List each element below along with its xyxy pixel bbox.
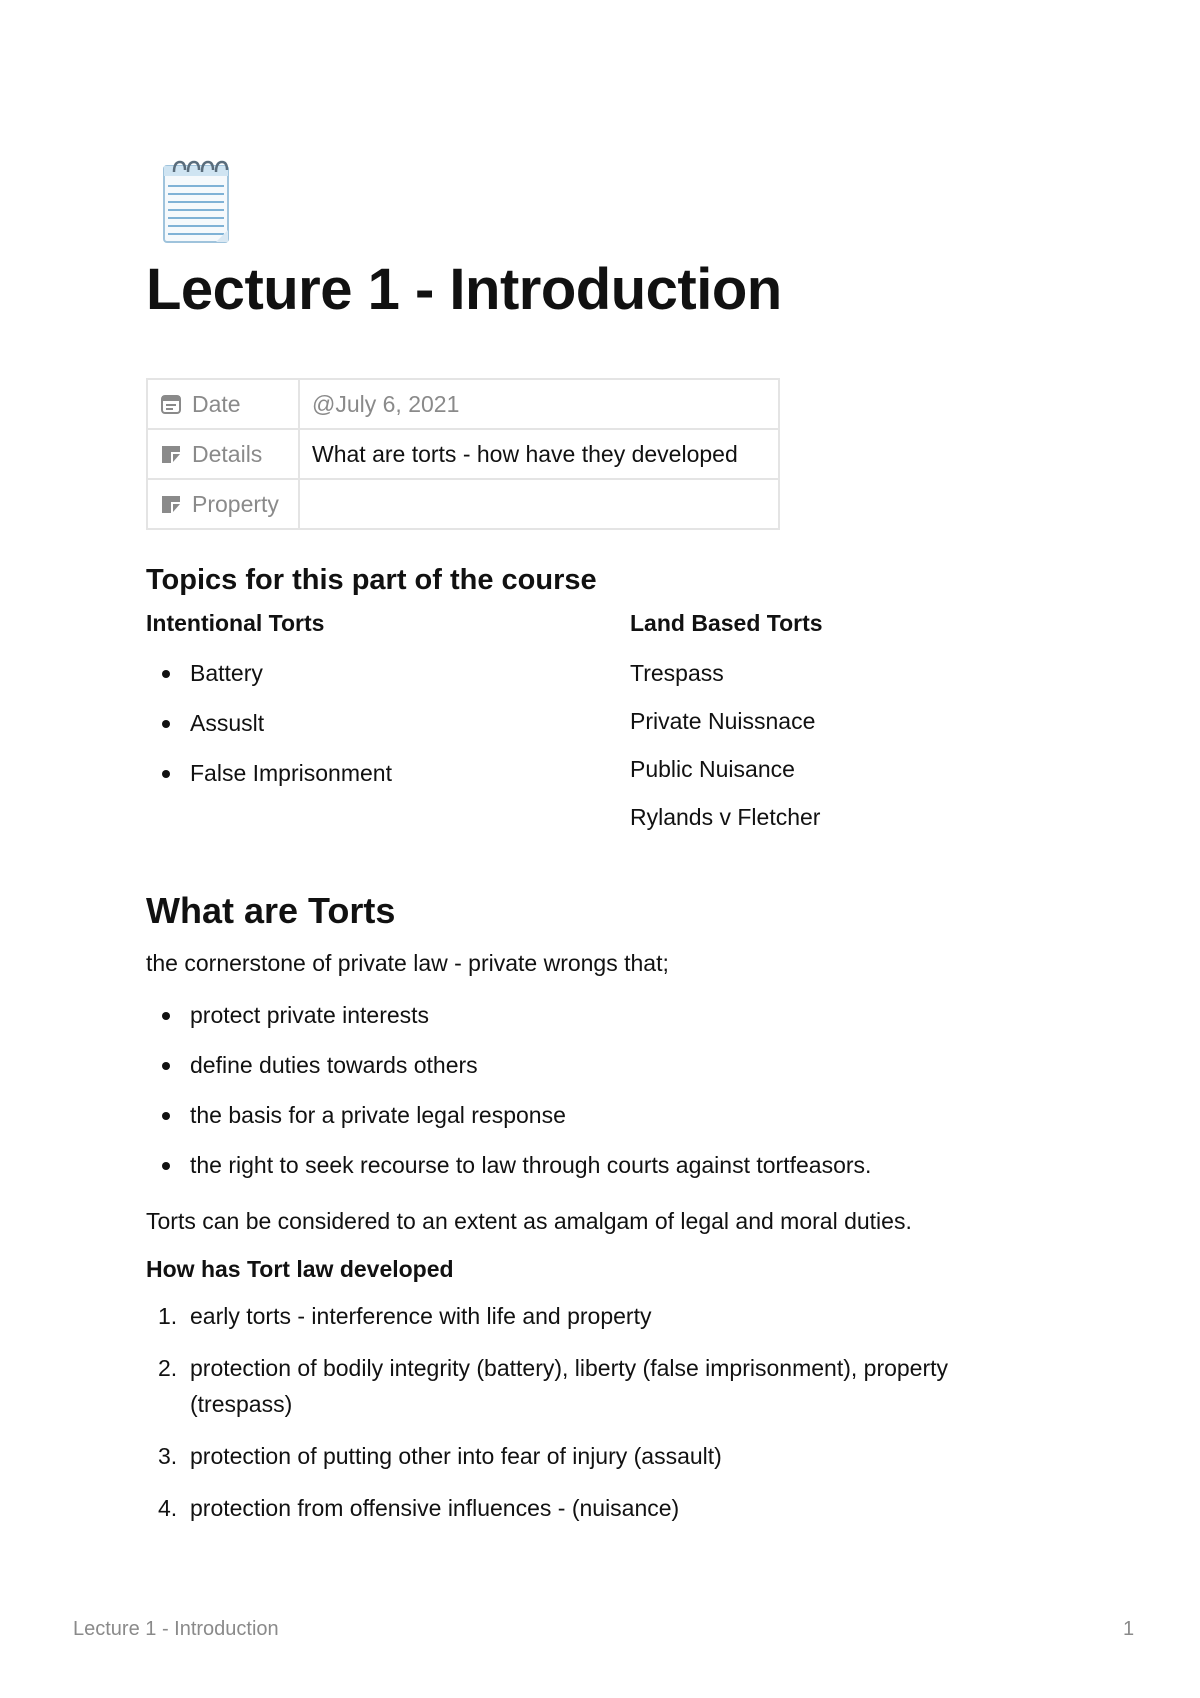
list-text: protection of putting other into fear of injury (assault)	[190, 1443, 722, 1469]
page-title: Lecture 1 - Introduction	[146, 257, 782, 322]
calendar-icon	[160, 393, 182, 415]
footer-page-number: 1	[1123, 1618, 1135, 1640]
property-key-label: Property	[192, 490, 279, 517]
list-item	[146, 1350, 1006, 1422]
properties-table	[146, 378, 780, 530]
property-value-date[interactable]: @July 6, 2021	[299, 379, 779, 429]
list-item: protect private interests	[146, 1001, 1046, 1051]
list-item	[146, 1298, 1006, 1334]
land-based-torts-heading: Land Based Torts	[630, 610, 823, 636]
list-item: Trespass	[630, 660, 724, 686]
property-row-property	[147, 479, 779, 529]
topics-heading: Topics for this part of the course	[146, 564, 597, 596]
list-number: 2.	[158, 1355, 178, 1381]
property-key-details	[147, 429, 299, 479]
list-text: early torts - interference with life and property	[190, 1303, 652, 1329]
list-item	[146, 1490, 1006, 1526]
section-statement: Torts can be considered to an extent as amalgam of legal and moral duties.	[146, 1208, 912, 1234]
list-item: the basis for a private legal response	[146, 1101, 1046, 1151]
list-item: define duties towards others	[146, 1051, 1046, 1101]
intentional-torts-column	[146, 610, 616, 809]
property-key-label: Date	[192, 390, 241, 417]
land-based-torts-column	[630, 610, 1050, 851]
list-text: protection from offensive influences - (nuisance)	[190, 1495, 680, 1521]
intentional-torts-list	[146, 659, 616, 809]
list-text: protection of bodily integrity (battery), liberty (false imprisonment), property (trespass)	[190, 1355, 949, 1417]
development-heading: How has Tort law developed	[146, 1256, 454, 1282]
section-bullet-list	[146, 1001, 1046, 1201]
list-number: 1.	[158, 1303, 178, 1329]
list-number: 3.	[158, 1443, 178, 1469]
list-item: Rylands v Fletcher	[630, 804, 821, 830]
list-item: Private Nuissnace	[630, 708, 816, 734]
development-numbered-list	[146, 1298, 1006, 1542]
list-item: False Imprisonment	[146, 759, 616, 809]
footer-title: Lecture 1 - Introduction	[73, 1618, 279, 1640]
list-item: the right to seek recourse to law through courts against tortfeasors.	[146, 1151, 1046, 1201]
notepad-icon	[158, 156, 234, 246]
list-item: Public Nuisance	[630, 756, 795, 782]
intentional-torts-heading: Intentional Torts	[146, 610, 325, 636]
list-number: 4.	[158, 1495, 178, 1521]
land-based-torts-list	[630, 659, 1050, 851]
list-item	[146, 1438, 1006, 1474]
list-item: Assuslt	[146, 709, 616, 759]
section-heading: What are Torts	[146, 890, 396, 931]
property-key-label: Details	[192, 440, 263, 467]
text-property-icon	[160, 443, 182, 465]
property-value-details[interactable]: What are torts - how have they developed	[299, 429, 779, 479]
text-property-icon	[160, 493, 182, 515]
property-key-property	[147, 479, 299, 529]
property-key-date	[147, 379, 299, 429]
property-value-property[interactable]	[299, 479, 779, 529]
property-row-details	[147, 429, 779, 479]
property-row-date	[147, 379, 779, 429]
list-item: Battery	[146, 659, 616, 709]
section-intro: the cornerstone of private law - private wrongs that;	[146, 950, 669, 976]
